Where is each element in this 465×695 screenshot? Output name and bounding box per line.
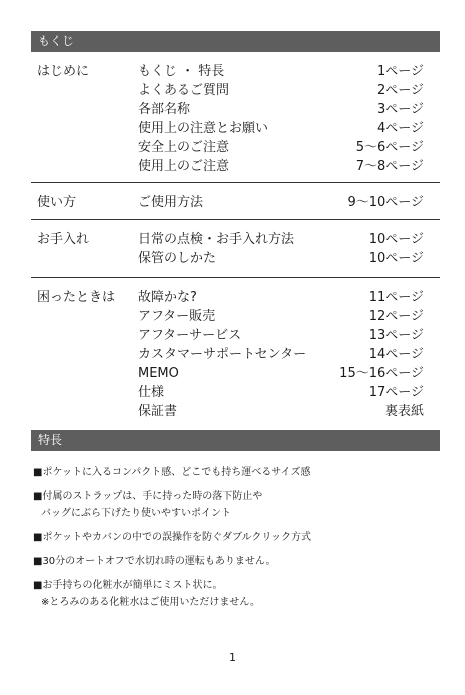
toc-page: 9〜10ページ: [347, 195, 424, 210]
section-label: 使い方: [37, 195, 77, 210]
toc-title: 保管のしかた: [138, 251, 217, 266]
features-list: [33, 464, 443, 618]
toc-row: [138, 345, 424, 364]
section-label: はじめに: [37, 64, 90, 79]
toc-page: 1ページ: [376, 64, 424, 79]
toc-title: アフター販売: [138, 309, 216, 324]
toc-row: [138, 193, 424, 212]
toc-row: [138, 100, 424, 119]
feature-line: ■30分のオートオフで水切れ時の運転もありません。: [33, 556, 276, 567]
toc-page: 10ページ: [368, 232, 424, 247]
feature-item: [33, 553, 443, 570]
toc-section-oteire: [31, 220, 440, 278]
feature-line: ※とろみのある化粧水はご使用いただけません。: [41, 597, 260, 608]
toc-title: 保証書: [138, 404, 178, 419]
toc-page: 15〜16ページ: [339, 366, 424, 381]
toc-title: 故障かな?: [138, 290, 197, 305]
toc-row: [138, 62, 424, 81]
toc-row: [138, 81, 424, 100]
feature-item: [33, 464, 443, 481]
toc-section-hajimeni: [31, 52, 440, 183]
toc-row: [138, 383, 424, 402]
toc-title: 仕様: [138, 385, 165, 400]
toc-page: 2ページ: [376, 83, 424, 98]
toc-section-tsukaikata: [31, 183, 440, 220]
toc-row: [138, 364, 424, 383]
toc-row: [138, 230, 424, 249]
feature-line: ■お手持ちの化粧水が簡単にミスト状に。: [33, 580, 223, 591]
toc-title: 使用上のご注意: [138, 159, 230, 174]
feature-item: [33, 577, 443, 611]
toc-header: もくじ: [31, 31, 440, 52]
toc-title: アフターサービス: [138, 328, 242, 343]
toc-page: 7〜8ページ: [355, 159, 424, 174]
toc-row: [138, 138, 424, 157]
toc-page: 3ページ: [376, 102, 424, 117]
feature-item: [33, 529, 443, 546]
toc-row: [138, 402, 424, 421]
toc-page: 11ページ: [368, 290, 424, 305]
toc-page: 12ページ: [368, 309, 424, 324]
feature-line: バッグにぶら下げたり使いやすいポイント: [41, 508, 231, 519]
feature-line: ■付属のストラップは、手に持った時の落下防止や: [33, 491, 263, 502]
toc-section-komatta: [31, 278, 440, 429]
section-label: お手入れ: [37, 232, 90, 247]
toc-page: 4ページ: [376, 121, 424, 136]
toc-title: ご使用方法: [138, 195, 204, 210]
toc-page: 17ページ: [368, 385, 424, 400]
toc-row: [138, 288, 424, 307]
toc-title: 各部名称: [138, 102, 191, 117]
toc-row: [138, 307, 424, 326]
table-of-contents: [31, 52, 440, 429]
toc-title: よくあるご質問: [138, 83, 230, 98]
toc-page: 裏表紙: [384, 404, 424, 419]
toc-title: MEMO: [138, 366, 179, 381]
features-header: 特長: [31, 430, 440, 451]
toc-title: 日常の点検・お手入れ方法: [138, 232, 295, 247]
toc-row: [138, 249, 424, 268]
toc-page: 14ページ: [368, 347, 424, 362]
feature-line: ■ポケットに入るコンパクト感、どこでも持ち運べるサイズ感: [33, 467, 311, 478]
toc-page: 10ページ: [368, 251, 424, 266]
toc-row: [138, 326, 424, 345]
toc-title: カスタマーサポートセンター: [138, 347, 307, 362]
toc-page: 5〜6ページ: [355, 140, 424, 155]
toc-title: 安全上のご注意: [138, 140, 230, 155]
toc-row: [138, 157, 424, 176]
toc-title: もくじ ・ 特長: [138, 64, 225, 79]
toc-row: [138, 119, 424, 138]
section-label: 困ったときは: [37, 290, 116, 305]
toc-title: 使用上の注意とお願い: [138, 121, 269, 136]
page-number: 1: [229, 651, 236, 664]
feature-line: ■ポケットやカバンの中での誤操作を防ぐダブルクリック方式: [33, 532, 311, 543]
toc-page: 13ページ: [368, 328, 424, 343]
feature-item: [33, 488, 443, 522]
